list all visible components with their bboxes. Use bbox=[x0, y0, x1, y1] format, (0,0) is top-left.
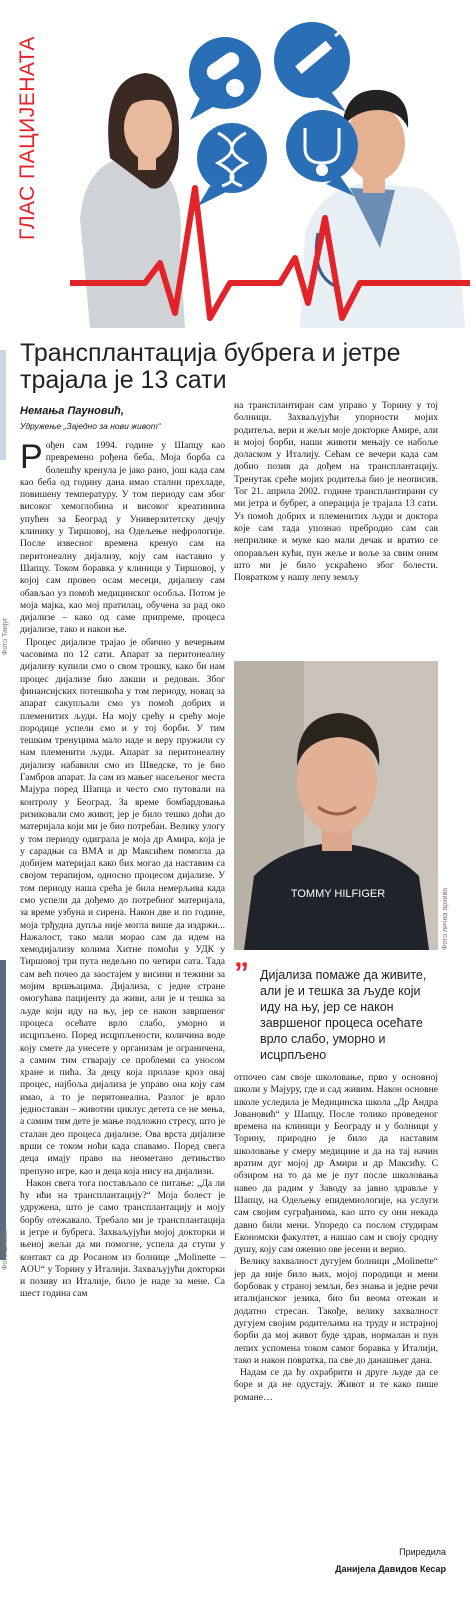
side-photo-credit: Фото Танјуг bbox=[2, 617, 9, 655]
edge-image-strip bbox=[0, 960, 6, 1260]
paragraph: Велику захвалност дугујем болници „Molinette“ јер да није било њих, мојој породици и мени борбовак у страној земљи, без знања и једне речи италијанског језика, био би веома отежан и додатно стресан. Такође, велику захвалност дугујем својим родитељима на труду и истрајној борби да мој живот буде здрав, нормалан и пун лепих успомена током самог боравка у Италији, тако и након повратка, па све до данашњег дана. bbox=[234, 1256, 438, 1366]
edge-image-strip bbox=[0, 350, 6, 460]
author-organization: Удружење „Заједно за нови живот“ bbox=[20, 421, 161, 431]
article-headline: Трансплантација бубрега и јетре трајала је 13 сати bbox=[20, 339, 401, 394]
paragraph: Надам се да ћу охрабрити и друге људе да се боре и да не одустају. Живот и те како пише романе… bbox=[234, 1367, 438, 1403]
shirt-logo-text: TOMMY HILFIGER bbox=[290, 888, 386, 900]
paragraph: Након свега тога постављало се питање: „Да ли ћу ићи на трансплантацију?“ Моја болест је удружена, што је само трансплантацију и моју борбу отежавало. Требало ми је трансплантација и јетре и бубрега. Захваљујући мојој докторки и њеној жељи да ми помогне, успела да ступи у контакт са др Росаном из болнице „Molinette – AOU“ у Торину у Италији. Захваљујући докторки и позиву из Италије, било је наде за мене. Са шест година сам bbox=[20, 1177, 225, 1300]
quote-mark-icon: ” bbox=[234, 957, 249, 990]
speech-bubbles bbox=[189, 22, 358, 206]
editor-name: Данијела Давидов Кесар bbox=[335, 1564, 446, 1574]
paragraph: ођен сам 1994. године у Шапцу као превремено рођена беба. Моја борба са болешћу кренула је јако рано, још када сам као беба од годину дана имао стални прехладе, повишену температуру. У том периоду сам због високог хемоглобина и високог креатинина упућен за Београд у Универзитетску дечју клинику у Тиршовој, на Одељење нефрологије. После извесног времена кренуо сам на перитонеалну дијализу, коју сам наставио у Шапцу. Током боравка у клиници у Тиршовој, у којој сам провео осам месеци, дијализу сам обављао уз помоћ медицинског особља. Потом је моја мајка, као мој пратилац, обучена за рад око дијализе – како од саме припреме, процеса дијализе, тако и након ње. bbox=[20, 440, 225, 636]
article-column-1 bbox=[20, 440, 225, 1590]
article-column-2-top bbox=[234, 400, 438, 655]
paragraph: Процес дијализе трајао је обично у вечерњим часовима по 12 сати. Апарат за перитонеалну дијализу купили смо о свом трошку, како би нам процес дијализе био лакши и редован. Због финансијских потешкоћа у том периоду, новац за апарат сакупљали смо уз помоћ добрих и племенитих људи. На моју срећу и срећу моје породице успели смо и у тој борби. У тим тешким тренуцима мало наде и веру пружили су нам племенити људи. Апарат за перитонеалну дијализу набавили смо из Шведске, то је био Гамбров апарат. Ја сам из мањег насељеног места Мајура поред Шапца и често смо путовали на контролу у Београд. За време бомбардовања ризиковали смо живот, јер је било тешко доћи до материјала који ми је био потребан. Велику улогу у том периоду одиграла је моја др Амира, која је у сарадњи са ВМА и др Максићем помогла да добијем материјал како бих могао да наставим са својом терапијом, односно процесом дијализе. У том периоду наша срећа је била немерљива када смо успели да дођемо до потребног материјала, за време узбуна и сирена. Након две и по године, моја трђудна дупља није могла више да издржи... Нажалост, тако мали морао сам да идем на хемодијализу колима Хитне помоћи у УДК у Тиршовој три пута недељно по четири сата. Тада сам већ почео да заостајем у висини и тежини за мојим вршњацима. Дијализа, с једне стране омогућава пацијенту да живи, али је и тешка за људе који иду на њу, јер се након завршеног процеса осећате врло слабо, уморно и исцрпљено. Поред исцрпљености, количина воде коју смете да унесете у организам је ограничена, а самим тим стварају се проблеми са уносом хране и пића. За децу која пролазе кроз овај процес, најбоља дијализа је управо она коју сам имао, а то је перитонеална. Разлог је врло једноставан – животни циклус детета се не мења, а самим тим дете је мање подложно стресу, што је сталан део процеса дијализе. Ова врста дијализе врши се током ноћи када спавамо. Поред свега деца имају право на неометано детињство препуно игре, као и деца која нису на дијализи. bbox=[20, 636, 225, 1177]
side-photo-credit: Фото Штаба bbox=[2, 1230, 9, 1270]
author-photo bbox=[234, 661, 438, 950]
photo-credit: Фото лична архива bbox=[442, 887, 449, 950]
article-column-2-bottom bbox=[234, 1072, 438, 1542]
drop-cap: Р bbox=[20, 438, 43, 476]
edited-by-label: Приредила bbox=[399, 1547, 446, 1557]
portrait-image bbox=[234, 661, 438, 950]
rubric-text: ГЛАС ПАЦИЈЕНАТА bbox=[16, 36, 39, 240]
rubric-label bbox=[16, 30, 44, 240]
pull-quote-text: Дијализа помаже да живите, али је и тешка за људе који иду на њу, јер се након завршеног процеса осећате врло слабо, уморно и исцрпљено bbox=[260, 968, 427, 1062]
author-name: Немања Пауновић, bbox=[20, 405, 124, 417]
page-edge-left bbox=[0, 0, 14, 1599]
doctor-patient-illustration bbox=[50, 18, 470, 328]
paragraph: отпочео сам своје школовање, прво у основној школи у Мајуру, где и сад живим. Након основне школе уследила је Медицинска школа „Др Андра Јовановић“ у Шапцу. После толико проведеног времена на клиници у Београду и у болници у Торину, природно је било да наставим школовање у смеру медицине и да на тај начин вратим дуг мојој др Амири и др Максићу. С обзиром на то да ме је пут после школовања навео да радим у Заводу за јавно здравље у Шапцу, на Одељењу епидемиологије, на услуги сам својим суграђанима, као што су они некада давно били мени. Упоредо са послом студирам Економски факултет, а нашао сам и своју сродну душу, коју сам оженио ове јесени и верио. bbox=[234, 1072, 438, 1256]
paragraph: на трансплантиран сам управо у Торину у тој болници. Захваљујући упорности мојих родитеља, вери и жељи моје докторке Амире, али и мојој борби, наши животи мењају се набоље доласком у Италију. Сећам се вечери када сам добио позив да дођем на трансплантацију. Тренутак среће мојих родитеља био је неописив. Тог 21. априла 2002. године трансплантирани су ми јетра и бубрег, а операција је трајала 13 сати. Уз помоћ добрих и племенитих људи и доктора које сам тада упознао пребродио сам сав неприлике и муке као мали дечак и вратио се опорављен кући, пун жеље и воље за свим оним што ми је било ускраћено због болести. Повратком у нашу лепу земљу bbox=[234, 400, 438, 584]
